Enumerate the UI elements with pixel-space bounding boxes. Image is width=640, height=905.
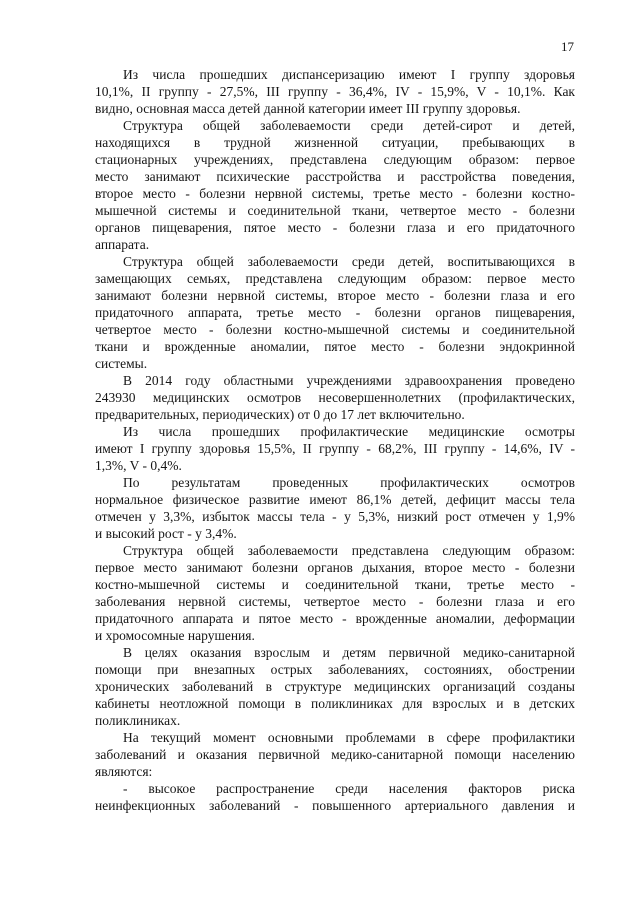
text-line: - высокое распространение среди населения факторов риска: [123, 781, 575, 796]
text-line: 10,1%, II группу - 27,5%, III группу - 36,4%, IV - 15,9%, V - 10,1%. Как: [95, 84, 575, 99]
text-line: Структура общей заболеваемости представлена следующим образом:: [123, 543, 575, 558]
text-line: Из числа прошедших профилактические медицинские осмотры: [123, 424, 575, 439]
text-line: первое место занимают болезни органов дыхания, второе место - болезни: [95, 560, 575, 575]
text-line: По результатам проведенных профилактических осмотров: [123, 475, 575, 490]
paragraph: [95, 542, 575, 644]
paragraph: [95, 253, 575, 372]
text-line: второе место - болезни нервной системы, третье место - болезни костно-: [95, 186, 575, 201]
paragraph: [95, 66, 575, 117]
text-line: В целях оказания взрослым и детям первичной медико-санитарной: [123, 645, 575, 660]
paragraph: [95, 117, 575, 253]
text-line: отмечен у 3,3%, избыток массы тела - у 5,3%, низкий рост отмечен у 1,9%: [95, 509, 575, 524]
text-line: находящихся в трудной жизненной ситуации, пребывающих в: [95, 135, 575, 150]
text-line: стационарных учреждениях, представлена следующим образом: первое: [95, 152, 575, 167]
text-line: 1,3%, V - 0,4%.: [95, 458, 182, 473]
text-line: предварительных, периодических) от 0 до 17 лет включительно.: [95, 407, 465, 422]
text-line: Структура общей заболеваемости среди детей, воспитывающихся в: [123, 254, 575, 269]
text-line: придаточного аппарата и пятое место - врожденные аномалии, деформации: [95, 611, 575, 626]
text-line: и хромосомные нарушения.: [95, 628, 255, 643]
text-line: нормальное физическое развитие имеют 86,1% детей, дефицит массы тела: [95, 492, 575, 507]
text-line: Структура общей заболеваемости среди детей-сирот и детей,: [123, 118, 575, 133]
text-line: имеют I группу здоровья 15,5%, II группу - 68,2%, III группу - 14,6%, IV -: [95, 441, 575, 456]
text-line: аппарата.: [95, 237, 150, 252]
text-line: На текущий момент основными проблемами в сфере профилактики: [123, 730, 575, 745]
text-line: помощи при внезапных острых заболеваниях, состояниях, обострении: [95, 662, 575, 677]
text-line: органов пищеварения, пятое место - болезни глаза и его придаточного: [95, 220, 575, 235]
text-line: кабинеты неотложной помощи в поликлиниках для взрослых и в детских: [95, 696, 575, 711]
text-line: хронических заболеваний в структуре медицинских организаций созданы: [95, 679, 575, 694]
text-line: 243930 медицинских осмотров несовершеннолетних (профилактических,: [95, 390, 575, 405]
text-line: четвертое место - болезни костно-мышечной системы и соединительной: [95, 322, 575, 337]
text-line: мышечной системы и соединительной ткани, четвертое место - болезни: [95, 203, 575, 218]
paragraph: [95, 474, 575, 542]
paragraph: [95, 644, 575, 729]
text-line: являются:: [95, 764, 153, 779]
text-line: В 2014 году областными учреждениями здравоохранения проведено: [123, 373, 575, 388]
text-line: занимают болезни нервной системы, второе место - болезни глаза и его: [95, 288, 575, 303]
text-line: придаточного аппарата, третье место - болезни органов пищеварения,: [95, 305, 575, 320]
text-line: заболевания нервной системы, четвертое место - болезни глаза и его: [95, 594, 575, 609]
paragraph: [95, 780, 575, 814]
text-line: видно, основная масса детей данной категории имеет III группу здоровья.: [95, 101, 521, 116]
text-line: заболеваний и оказания первичной медико-санитарной помощи населению: [95, 747, 575, 762]
body-text: [95, 66, 575, 814]
page-number: 17: [561, 39, 574, 54]
paragraph: [95, 372, 575, 423]
text-line: системы.: [95, 356, 148, 371]
text-line: поликлиниках.: [95, 713, 181, 728]
text-line: место занимают психические расстройства и расстройства поведения,: [95, 169, 575, 184]
paragraph: [95, 423, 575, 474]
text-line: ткани и врожденные аномалии, пятое место - болезни эндокринной: [95, 339, 575, 354]
text-line: костно-мышечной системы и соединительной ткани, третье место -: [95, 577, 575, 592]
text-line: и высокий рост - у 3,4%.: [95, 526, 237, 541]
text-line: неинфекционных заболеваний - повышенного артериального давления и: [95, 798, 575, 813]
paragraph: [95, 729, 575, 780]
text-line: Из числа прошедших диспансеризацию имеют I группу здоровья: [123, 67, 575, 82]
text-line: замещающих семьях, представлена следующим образом: первое место: [95, 271, 575, 286]
